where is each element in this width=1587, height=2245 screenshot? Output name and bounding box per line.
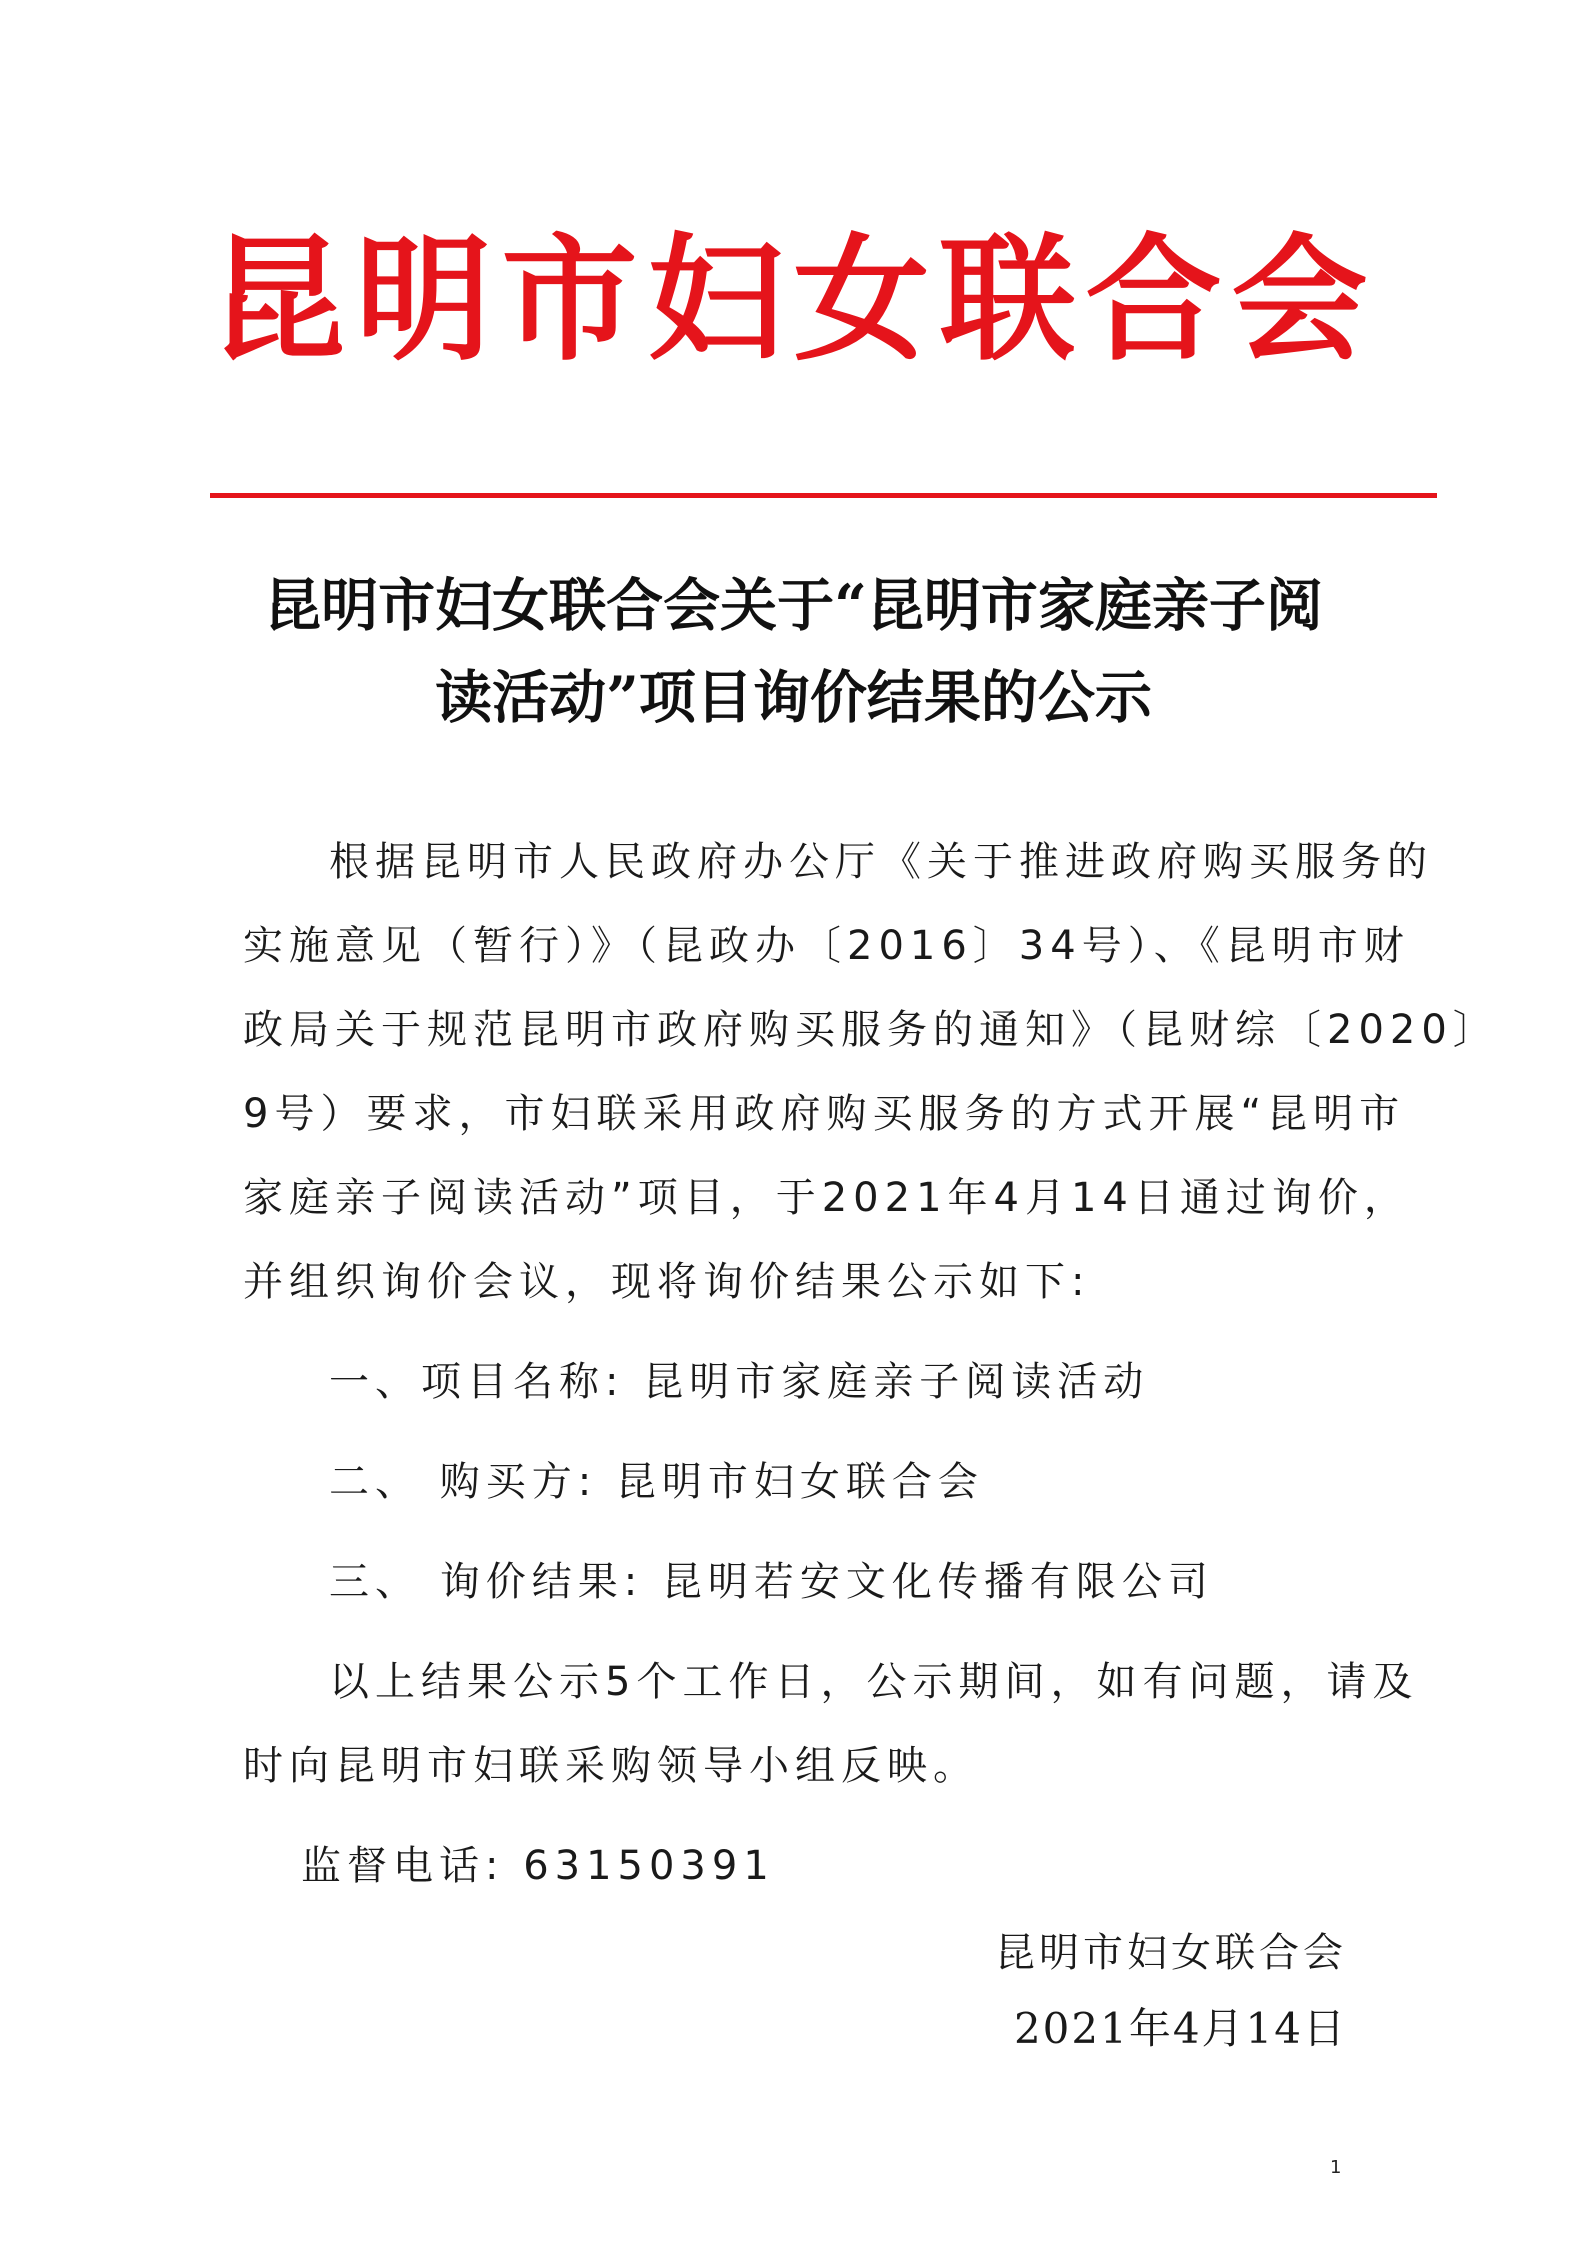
para2-line-2: 时向昆明市妇联采购领导小组反映。 — [243, 1743, 979, 1789]
title-line-2: 读活动”项目询价结果的公示 — [435, 664, 1152, 731]
para1-line-2: 实施意见（暂行）》（昆政办〔2016〕34号）、《昆明市财 — [243, 923, 1410, 969]
masthead-org-name: 昆明市妇女联合会 — [209, 220, 1378, 380]
signature-org: 昆明市妇女联合会 — [995, 1930, 1347, 1976]
page-number: 1 — [1330, 2157, 1342, 2178]
signature-block — [995, 1915, 1347, 2067]
document-body — [243, 820, 1499, 1908]
para1-line-3: 政局关于规范昆明市政府购买服务的通知》（昆财综〔2020〕 — [243, 1007, 1499, 1053]
item-purchaser: 二、 购买方: 昆明市妇女联合会 — [329, 1459, 984, 1505]
document-title — [200, 560, 1387, 744]
para1-line-1: 根据昆明市人民政府办公厅《关于推进政府购买服务的 — [329, 839, 1433, 885]
para2-line-1: 以上结果公示5个工作日，公示期间，如有问题，请及 — [329, 1659, 1419, 1705]
item-project-name: 一、项目名称: 昆明市家庭亲子阅读活动 — [329, 1359, 1150, 1405]
red-divider-line — [210, 493, 1437, 498]
supervision-phone: 监督电话: 63150391 — [301, 1843, 775, 1889]
para1-line-6: 并组织询价会议，现将询价结果公示如下: — [243, 1259, 1091, 1305]
signature-date: 2021年4月14日 — [1013, 2004, 1347, 2053]
para1-line-4: 9号）要求，市妇联采用政府购买服务的方式开展“昆明市 — [243, 1091, 1406, 1137]
para1-line-5: 家庭亲子阅读活动”项目，于2021年4月14日通过询价， — [243, 1175, 1410, 1221]
item-inquiry-result: 三、 询价结果: 昆明若安文化传播有限公司 — [329, 1559, 1214, 1605]
title-line-1: 昆明市妇女联合会关于“昆明市家庭亲子阅 — [264, 572, 1323, 639]
